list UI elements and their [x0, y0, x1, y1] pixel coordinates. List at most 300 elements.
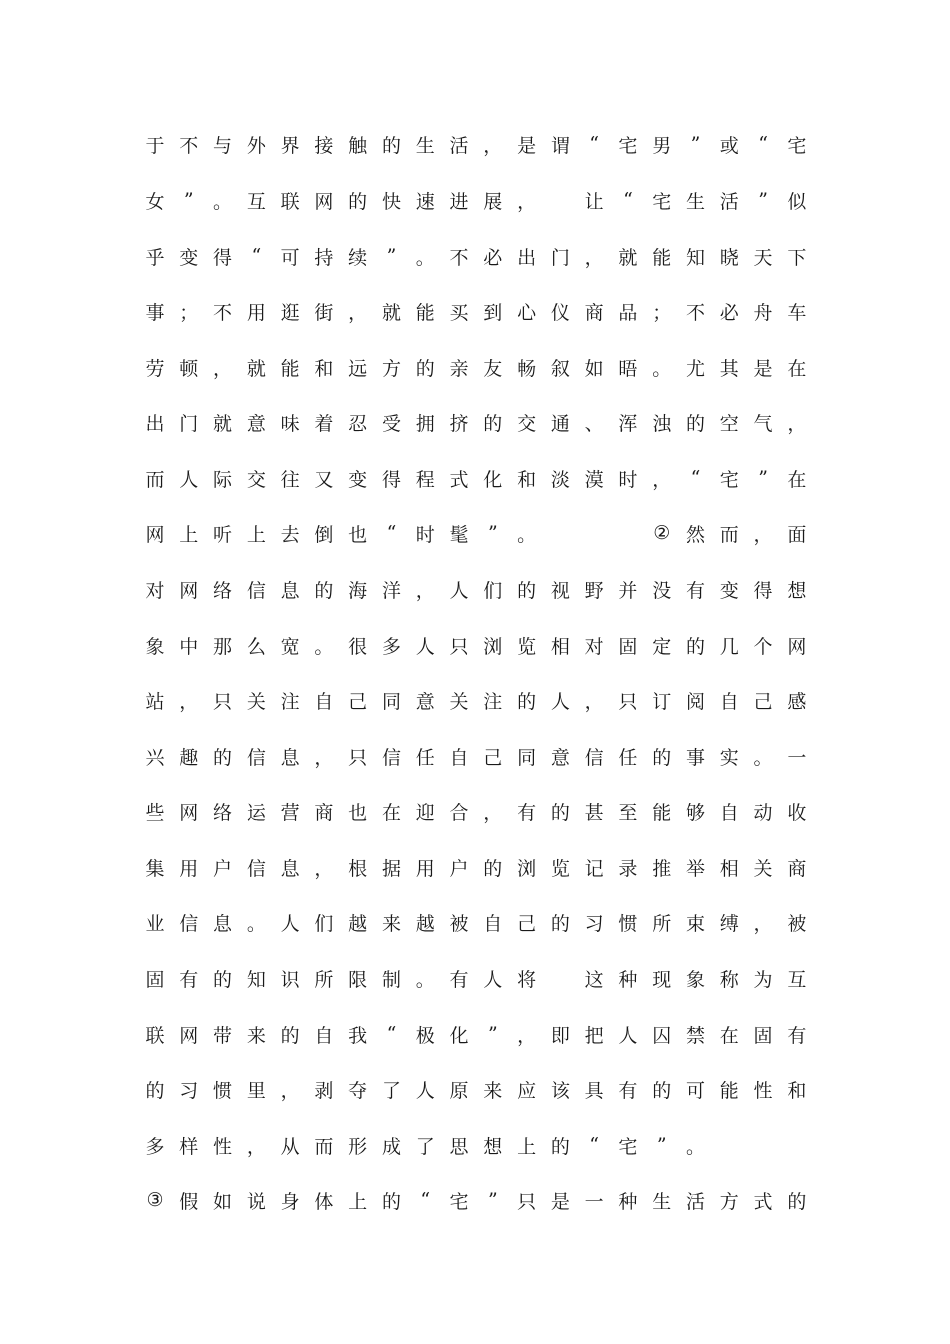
- glyph: 说: [246, 1190, 266, 1213]
- glyph: 叙: [550, 357, 570, 380]
- glyph: 性: [213, 1135, 233, 1158]
- glyph: 宅: [618, 134, 638, 157]
- glyph: 们: [483, 579, 503, 602]
- glyph: ”: [690, 133, 701, 155]
- glyph: 上: [348, 1190, 368, 1213]
- glyph: 。: [314, 635, 334, 658]
- glyph: 网: [179, 1024, 199, 1047]
- glyph: 人: [449, 579, 469, 602]
- glyph: ”: [758, 467, 768, 489]
- glyph: 男: [652, 134, 672, 157]
- glyph: 的: [550, 912, 570, 935]
- glyph: 览: [550, 857, 570, 880]
- glyph: ，: [753, 912, 773, 935]
- glyph: ，: [753, 523, 773, 546]
- glyph: 剥: [314, 1079, 334, 1102]
- glyph: 于: [145, 134, 165, 157]
- glyph: 方: [381, 357, 401, 380]
- glyph: 的: [483, 412, 503, 435]
- glyph: “: [758, 133, 768, 155]
- glyph: 人: [415, 1079, 435, 1102]
- glyph: 根: [348, 857, 368, 880]
- glyph: 商: [787, 857, 807, 880]
- glyph: 络: [213, 801, 233, 824]
- glyph: 得: [381, 468, 401, 491]
- glyph: 固: [618, 635, 638, 658]
- glyph: 关: [246, 690, 266, 713]
- glyph: 用: [246, 301, 266, 324]
- glyph: 畅: [517, 357, 537, 380]
- glyph: 感: [787, 690, 807, 713]
- glyph: 任: [415, 746, 435, 769]
- glyph: 髦: [449, 523, 469, 546]
- glyph: 息: [280, 857, 300, 880]
- glyph: ；: [652, 301, 672, 324]
- glyph: 际: [213, 468, 233, 491]
- glyph: 息: [280, 746, 300, 769]
- glyph: 浊: [652, 412, 672, 435]
- glyph: ”: [386, 245, 397, 267]
- glyph: ”: [656, 1134, 667, 1156]
- glyph: 只: [449, 635, 469, 658]
- glyph: 收: [787, 801, 807, 824]
- glyph: 览: [517, 635, 537, 658]
- glyph: 上: [179, 523, 199, 546]
- glyph: ③: [146, 1189, 164, 1211]
- glyph: “: [690, 467, 701, 489]
- glyph: 式: [449, 468, 469, 491]
- glyph: 进: [449, 190, 469, 213]
- glyph: 。: [415, 968, 435, 991]
- glyph: ，: [314, 857, 334, 880]
- glyph: ，: [246, 1135, 266, 1158]
- glyph: 面: [787, 523, 807, 546]
- glyph: 习: [584, 912, 604, 935]
- glyph: 们: [314, 912, 334, 935]
- glyph: 所: [314, 968, 334, 991]
- glyph: 没: [652, 579, 672, 602]
- text-line: [144, 463, 808, 493]
- glyph: 囚: [652, 1024, 672, 1047]
- glyph: 往: [280, 468, 300, 491]
- text-line: [144, 852, 808, 882]
- glyph: 网: [179, 579, 199, 602]
- glyph: 自: [314, 1024, 334, 1047]
- glyph: ，: [179, 690, 199, 713]
- glyph: 宅: [449, 1190, 469, 1213]
- glyph: 上: [517, 1135, 537, 1158]
- glyph: 兴: [145, 746, 165, 769]
- glyph: ，: [280, 1079, 300, 1102]
- glyph: 只: [618, 690, 638, 713]
- glyph: 忍: [348, 412, 368, 435]
- glyph: 变: [179, 246, 199, 269]
- glyph: ”: [487, 522, 498, 544]
- glyph: 来: [483, 1079, 503, 1102]
- glyph: 就: [246, 357, 266, 380]
- glyph: 。: [517, 523, 537, 546]
- glyph: 固: [753, 1024, 773, 1047]
- text-line-last-of-paragraph: [144, 1130, 808, 1160]
- glyph: 在: [787, 468, 807, 491]
- glyph: 的: [280, 1024, 300, 1047]
- glyph: 仪: [550, 301, 570, 324]
- glyph: 事: [145, 301, 165, 324]
- text-line: [144, 352, 808, 382]
- glyph: 出: [145, 412, 165, 435]
- glyph: 订: [652, 690, 672, 713]
- glyph: 必: [719, 301, 739, 324]
- glyph: 网: [787, 635, 807, 658]
- glyph: 把: [584, 1024, 604, 1047]
- glyph: 交: [517, 412, 537, 435]
- glyph: 远: [348, 357, 368, 380]
- glyph: 思: [449, 1135, 469, 1158]
- glyph: 买: [449, 301, 469, 324]
- glyph: 该: [550, 1079, 570, 1102]
- glyph: 种: [618, 968, 638, 991]
- glyph: 只: [213, 690, 233, 713]
- text-line: [144, 1019, 808, 1049]
- glyph: 式: [753, 1190, 773, 1213]
- glyph: 能: [652, 246, 672, 269]
- text-line: [144, 741, 808, 771]
- glyph: 任: [618, 746, 638, 769]
- glyph: 逛: [280, 301, 300, 324]
- glyph: 实: [719, 746, 739, 769]
- glyph: 一: [787, 746, 807, 769]
- glyph: 化: [449, 1024, 469, 1047]
- glyph: “: [386, 1023, 397, 1045]
- glyph: 海: [348, 579, 368, 602]
- glyph: 听: [213, 523, 233, 546]
- glyph: 的: [213, 746, 233, 769]
- glyph: ”: [758, 189, 768, 211]
- glyph: 是: [550, 1190, 570, 1213]
- glyph: 不: [449, 246, 469, 269]
- glyph: 如: [213, 1190, 233, 1213]
- glyph: 触: [348, 134, 368, 157]
- glyph: 街: [314, 301, 334, 324]
- glyph: 了: [415, 1135, 435, 1158]
- glyph: 人: [280, 912, 300, 935]
- glyph: 的: [381, 134, 401, 157]
- glyph: ，: [517, 190, 537, 213]
- glyph: 的: [483, 857, 503, 880]
- glyph: 有: [179, 968, 199, 991]
- glyph: ，: [652, 468, 672, 491]
- glyph: 是: [753, 357, 773, 380]
- glyph: 息: [213, 912, 233, 935]
- glyph: 车: [787, 301, 807, 324]
- glyph: 并: [618, 579, 638, 602]
- glyph: 只: [348, 746, 368, 769]
- glyph: 着: [314, 412, 334, 435]
- glyph: 。: [213, 190, 233, 213]
- glyph: “: [589, 133, 600, 155]
- glyph: 信: [246, 579, 266, 602]
- glyph: 相: [550, 635, 570, 658]
- glyph: 的: [652, 1079, 672, 1102]
- glyph: 人: [483, 968, 503, 991]
- text-line: [144, 241, 808, 271]
- glyph: 多: [145, 1135, 165, 1158]
- glyph: 够: [685, 801, 705, 824]
- text-line: [144, 518, 808, 548]
- glyph: 从: [280, 1135, 300, 1158]
- glyph: ”: [183, 189, 194, 211]
- glyph: 淡: [550, 468, 570, 491]
- text-line: [144, 185, 808, 215]
- glyph: 不: [685, 301, 705, 324]
- glyph: 自: [483, 912, 503, 935]
- text-line: [144, 296, 808, 326]
- glyph: 展: [483, 190, 503, 213]
- glyph: 对: [584, 635, 604, 658]
- glyph: 然: [685, 523, 705, 546]
- glyph: 也: [348, 801, 368, 824]
- glyph: 信: [584, 746, 604, 769]
- glyph: 的: [381, 1190, 401, 1213]
- glyph: 意: [246, 412, 266, 435]
- glyph: 气: [753, 412, 773, 435]
- text-line: [144, 907, 808, 937]
- glyph: 不: [213, 301, 233, 324]
- glyph: 浑: [618, 412, 638, 435]
- glyph: ”: [487, 1023, 498, 1045]
- glyph: 营: [280, 801, 300, 824]
- glyph: 尤: [685, 357, 705, 380]
- glyph: 的: [517, 579, 537, 602]
- glyph: 挤: [449, 412, 469, 435]
- glyph: 就: [618, 246, 638, 269]
- glyph: 商: [584, 301, 604, 324]
- glyph: 网: [145, 523, 165, 546]
- glyph: 越: [348, 912, 368, 935]
- glyph: 宅: [652, 190, 672, 213]
- glyph: 来: [246, 1024, 266, 1047]
- glyph: 得: [213, 246, 233, 269]
- glyph: 。: [753, 746, 773, 769]
- glyph: 通: [550, 412, 570, 435]
- glyph: 多: [381, 635, 401, 658]
- glyph: 而: [145, 468, 165, 491]
- glyph: 相: [719, 857, 739, 880]
- glyph: 缚: [719, 912, 739, 935]
- glyph: 出: [517, 246, 537, 269]
- glyph: 可: [685, 1079, 705, 1102]
- glyph: 即: [550, 1024, 570, 1047]
- glyph: 为: [753, 968, 773, 991]
- glyph: 定: [652, 635, 672, 658]
- glyph: 晓: [719, 246, 739, 269]
- glyph: 去: [280, 523, 300, 546]
- glyph: 人: [550, 690, 570, 713]
- glyph: 我: [348, 1024, 368, 1047]
- text-line: [144, 1074, 808, 1104]
- glyph: 自: [719, 690, 739, 713]
- glyph: 夺: [348, 1079, 368, 1102]
- glyph: ，: [415, 579, 435, 602]
- glyph: 。: [652, 357, 672, 380]
- glyph: 具: [584, 1079, 604, 1102]
- glyph: 的: [550, 801, 570, 824]
- glyph: 用: [179, 857, 199, 880]
- glyph: 亲: [449, 357, 469, 380]
- glyph: 想: [787, 579, 807, 602]
- glyph: 而: [719, 523, 739, 546]
- glyph: ，: [584, 690, 604, 713]
- glyph: 人: [179, 468, 199, 491]
- glyph: 象: [145, 635, 165, 658]
- glyph: 心: [517, 301, 537, 324]
- glyph: 的: [685, 412, 705, 435]
- glyph: 劳: [145, 357, 165, 380]
- glyph: 同: [517, 746, 537, 769]
- glyph: 的: [213, 968, 233, 991]
- glyph: 浏: [517, 857, 537, 880]
- glyph: “: [589, 1134, 600, 1156]
- glyph: 下: [787, 246, 807, 269]
- glyph: 宅: [719, 468, 739, 491]
- glyph: 自: [719, 801, 739, 824]
- glyph: 信: [381, 746, 401, 769]
- glyph: “: [386, 522, 397, 544]
- glyph: 被: [787, 912, 807, 935]
- glyph: 运: [246, 801, 266, 824]
- glyph: 合: [449, 801, 469, 824]
- glyph: ②: [653, 522, 671, 544]
- glyph: 中: [179, 635, 199, 658]
- glyph: ，: [584, 246, 604, 269]
- glyph: 活: [685, 1190, 705, 1213]
- glyph: 体: [314, 1190, 334, 1213]
- glyph: 女: [145, 190, 165, 213]
- glyph: 用: [415, 857, 435, 880]
- glyph: 了: [381, 1079, 401, 1102]
- glyph: 己: [483, 746, 503, 769]
- glyph: 很: [348, 635, 368, 658]
- glyph: 阅: [685, 690, 705, 713]
- glyph: 些: [145, 801, 165, 824]
- glyph: 持: [314, 246, 334, 269]
- glyph: 浏: [483, 635, 503, 658]
- glyph: 网: [314, 190, 334, 213]
- glyph: 息: [280, 579, 300, 602]
- glyph: 禁: [685, 1024, 705, 1047]
- glyph: 事: [685, 746, 705, 769]
- glyph: 的: [314, 579, 334, 602]
- text-line: [144, 630, 808, 660]
- glyph: 漠: [584, 468, 604, 491]
- glyph: “: [623, 189, 633, 211]
- glyph: 注: [483, 690, 503, 713]
- glyph: 友: [483, 357, 503, 380]
- glyph: 时: [415, 523, 435, 546]
- glyph: 成: [381, 1135, 401, 1158]
- glyph: 变: [348, 468, 368, 491]
- glyph: 知: [685, 246, 705, 269]
- glyph: 晤: [618, 357, 638, 380]
- glyph: 的: [685, 635, 705, 658]
- glyph: 举: [685, 857, 705, 880]
- glyph: 带: [213, 1024, 233, 1047]
- glyph: 是: [517, 134, 537, 157]
- text-line: [144, 963, 808, 993]
- glyph: 人: [415, 635, 435, 658]
- glyph: 互: [787, 968, 807, 991]
- glyph: 象: [685, 968, 705, 991]
- glyph: 舟: [753, 301, 773, 324]
- glyph: 识: [280, 968, 300, 991]
- glyph: 惯: [618, 912, 638, 935]
- glyph: 原: [449, 1079, 469, 1102]
- glyph: 顿: [179, 357, 199, 380]
- glyph: 在: [381, 801, 401, 824]
- glyph: 就: [213, 412, 233, 435]
- glyph: 趣: [179, 746, 199, 769]
- glyph: [583, 520, 605, 547]
- glyph: 现: [652, 968, 672, 991]
- glyph: 将: [517, 968, 537, 991]
- glyph: 业: [145, 912, 165, 935]
- glyph: [549, 965, 571, 992]
- glyph: 对: [145, 579, 165, 602]
- glyph: 据: [381, 857, 401, 880]
- glyph: 记: [584, 857, 604, 880]
- glyph: 制: [381, 968, 401, 991]
- glyph: 有: [618, 1079, 638, 1102]
- glyph: 应: [517, 1079, 537, 1102]
- glyph: 快: [381, 190, 401, 213]
- glyph: ，: [213, 357, 233, 380]
- glyph: 限: [348, 968, 368, 991]
- text-line: [144, 574, 808, 604]
- glyph: 宽: [280, 635, 300, 658]
- glyph: ”: [487, 1189, 498, 1211]
- glyph: 来: [381, 912, 401, 935]
- glyph: 同: [381, 690, 401, 713]
- glyph: 络: [213, 579, 233, 602]
- glyph: 至: [618, 801, 638, 824]
- glyph: 到: [483, 301, 503, 324]
- glyph: 信: [179, 912, 199, 935]
- glyph: 身: [280, 1190, 300, 1213]
- glyph: 生: [685, 190, 705, 213]
- glyph: “: [251, 245, 262, 267]
- glyph: 惯: [213, 1079, 233, 1102]
- glyph: 宅: [618, 1135, 638, 1158]
- glyph: 自: [314, 690, 334, 713]
- glyph: 谓: [550, 134, 570, 157]
- glyph: 知: [246, 968, 266, 991]
- glyph: 的: [145, 1079, 165, 1102]
- glyph: 有: [685, 579, 705, 602]
- glyph: 有: [449, 968, 469, 991]
- glyph: 迎: [415, 801, 435, 824]
- glyph: 受: [381, 412, 401, 435]
- glyph: 性: [753, 1079, 773, 1102]
- glyph: 里: [246, 1079, 266, 1102]
- glyph: ，: [517, 1024, 537, 1047]
- glyph: [549, 520, 571, 547]
- glyph: 的: [787, 1190, 807, 1213]
- glyph: 在: [787, 357, 807, 380]
- glyph: 化: [483, 468, 503, 491]
- glyph: 习: [179, 1079, 199, 1102]
- glyph: 关: [753, 857, 773, 880]
- glyph: 界: [280, 134, 300, 157]
